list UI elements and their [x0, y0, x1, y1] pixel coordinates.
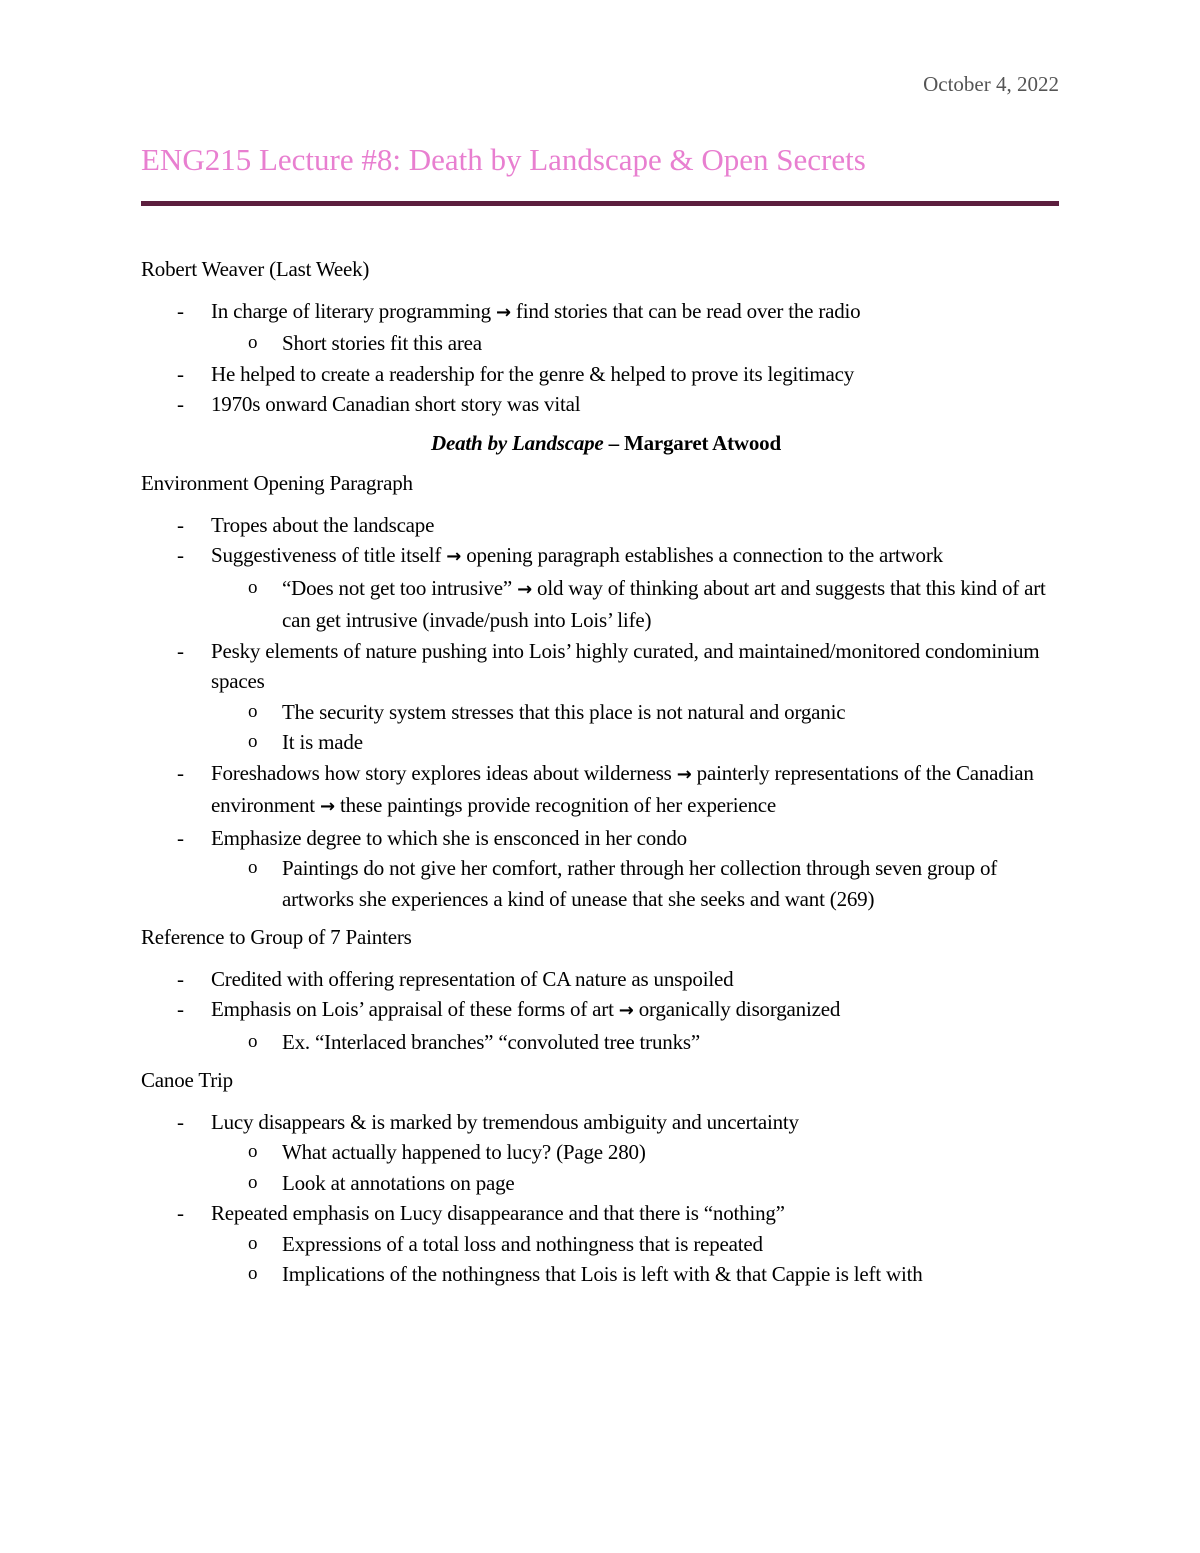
dash-marker: - [177, 392, 184, 416]
dash-marker: - [177, 543, 184, 567]
list-item-sub: o Ex. “Interlaced branches” “convoluted tree trunks” [141, 1027, 1071, 1058]
list-item: - Foreshadows how story explores ideas about wilderness → painterly representations of the Canadian environment → these paintings provide recognition of her experience [141, 758, 1071, 823]
dash-marker: - [177, 638, 184, 663]
list-item-sub: o Implications of the nothingness that Lois is left with & that Cappie is left with [141, 1259, 1071, 1290]
section-heading-canoe-trip: Canoe Trip [141, 1068, 233, 1092]
list-item-sub: o Short stories fit this area [141, 328, 1071, 359]
list-item: - Pesky elements of nature pushing into Lois’ highly curated, and maintained/monitored condominium spaces [141, 636, 1071, 697]
list-item: - Suggestiveness of title itself → opening paragraph establishes a connection to the artwork [141, 540, 1071, 573]
bullet-list [141, 510, 1071, 915]
dash-marker: - [177, 298, 184, 323]
list-item-sub: o Paintings do not give her comfort, rather through her collection through seven group of artworks she experiences a kind of unease that she seeks and want (269) [141, 853, 1071, 914]
list-item-sub: o It is made [141, 727, 1071, 758]
title-divider [141, 201, 1059, 206]
circle-marker: o [248, 1263, 258, 1284]
arrow-right-icon: → [676, 763, 692, 785]
list-item-sub: o The security system stresses that this place is not natural and organic [141, 697, 1071, 728]
bullet-list [141, 296, 1071, 420]
list-item-sub: o What actually happened to lucy? (Page 280) [141, 1137, 1071, 1168]
arrow-right-icon: → [517, 578, 532, 600]
list-item: - Credited with offering representation of CA nature as unspoiled [141, 964, 1071, 995]
circle-marker: o [248, 731, 258, 752]
dash-marker: - [177, 1109, 184, 1134]
bullet-list [141, 964, 1071, 1058]
list-item: - He helped to create a readership for the genre & helped to prove its legitimacy [141, 359, 1071, 390]
arrow-right-icon: → [495, 301, 511, 323]
page-title: ENG215 Lecture #8: Death by Landscape & Open Secrets [141, 142, 866, 177]
circle-marker: o [248, 332, 258, 353]
dash-marker: - [177, 512, 184, 537]
dash-marker: - [177, 1201, 184, 1225]
dash-marker: - [177, 361, 184, 386]
arrow-right-icon: → [446, 546, 462, 567]
section-heading-group-of-7: Reference to Group of 7 Painters [141, 925, 412, 949]
list-item-sub: o Expressions of a total loss and nothingness that is repeated [141, 1229, 1071, 1260]
list-item: - Repeated emphasis on Lucy disappearance and that there is “nothing” [141, 1198, 1071, 1229]
list-item-sub: o “Does not get too intrusive” → old way of thinking about art and suggests that this kind of art can get intrusive (invade/push into Lois’ life) [141, 573, 1071, 636]
circle-marker: o [248, 1171, 258, 1193]
dash-marker: - [177, 997, 184, 1021]
dash-marker: - [177, 825, 184, 850]
arrow-right-icon: → [320, 796, 335, 817]
list-item: - Emphasis on Lois’ appraisal of these forms of art → organically disorganized [141, 994, 1071, 1027]
bullet-list [141, 1107, 1071, 1290]
list-item: - Tropes about the landscape [141, 510, 1071, 541]
list-item: - In charge of literary programming → find stories that can be read over the radio [141, 296, 1071, 329]
story-title: Death by Landscape – Margaret Atwood [431, 430, 781, 455]
circle-marker: o [248, 700, 258, 722]
list-item: - Lucy disappears & is marked by tremendous ambiguity and uncertainty [141, 1107, 1071, 1138]
date-header: October 4, 2022 [923, 72, 1059, 96]
circle-marker: o [248, 1030, 258, 1052]
circle-marker: o [248, 1141, 258, 1162]
circle-marker: o [248, 576, 258, 598]
section-heading-environment: Environment Opening Paragraph [141, 471, 413, 495]
dash-marker: - [177, 760, 184, 785]
circle-marker: o [248, 857, 258, 878]
list-item: - 1970s onward Canadian short story was vital [141, 389, 1071, 420]
list-item: - Emphasize degree to which she is ensconced in her condo [141, 823, 1071, 854]
list-item-sub: o Look at annotations on page [141, 1168, 1071, 1199]
notes-body [141, 254, 1071, 1298]
arrow-right-icon: → [618, 1000, 634, 1021]
section-heading-robert-weaver: Robert Weaver (Last Week) [141, 257, 370, 281]
circle-marker: o [248, 1232, 258, 1254]
dash-marker: - [177, 966, 184, 991]
